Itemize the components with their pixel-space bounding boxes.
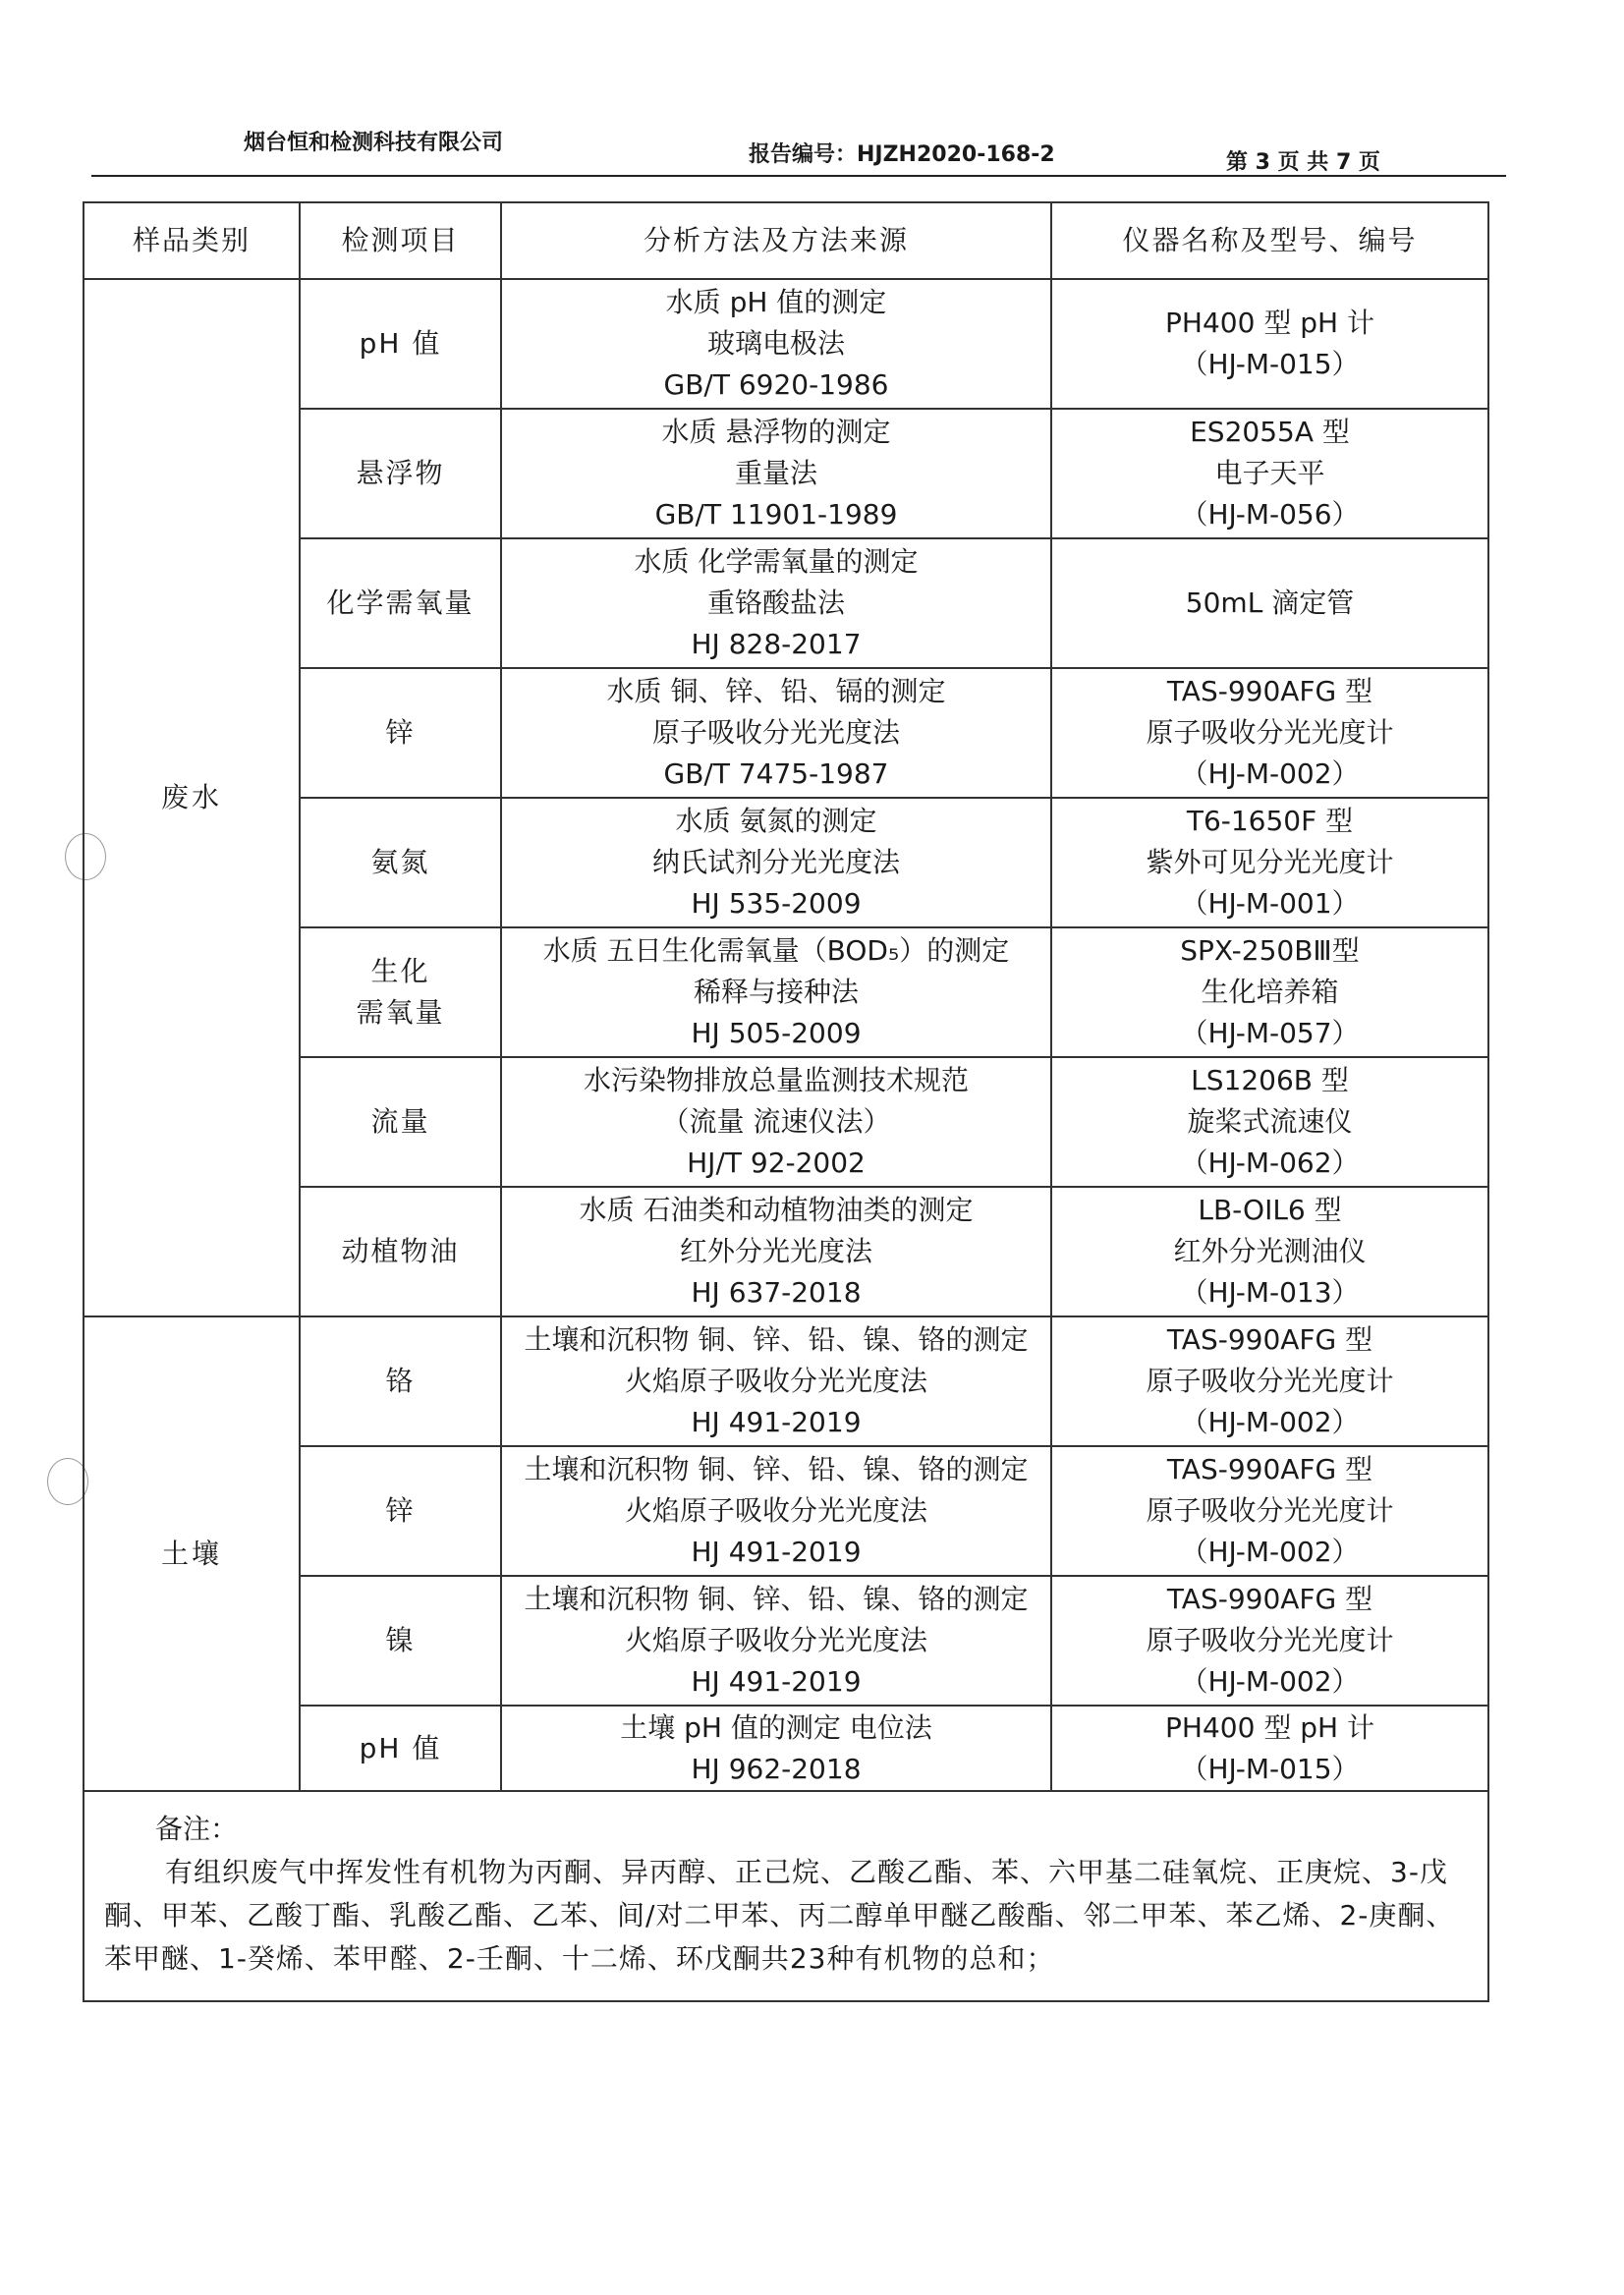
instrument-line: （HJ-M-001）	[1180, 887, 1360, 920]
instrument-line: 原子吸收分光光度计	[1146, 1624, 1394, 1656]
instrument-line: 紫外可见分光光度计	[1146, 846, 1394, 878]
method-line: 火焰原子吸收分光光度法	[624, 1624, 927, 1656]
instrument-line: （HJ-M-002）	[1180, 1536, 1360, 1568]
instrument-line: （HJ-M-013）	[1180, 1276, 1360, 1309]
test-item-line: 生化	[370, 955, 430, 987]
method-cell	[501, 279, 1051, 409]
method-line: HJ 505-2009	[691, 1017, 862, 1049]
instrument-line: TAS-990AFG 型	[1166, 675, 1373, 707]
instrument-line: （HJ-M-062）	[1180, 1147, 1360, 1179]
sample-category-cell: 废水	[84, 279, 300, 1316]
instrument-line: （HJ-M-015）	[1180, 1752, 1360, 1785]
instrument-line: T6-1650F 型	[1186, 805, 1354, 837]
table-row	[84, 1316, 1488, 1446]
test-item-line: 镍	[385, 1624, 416, 1656]
instrument-line: TAS-990AFG 型	[1166, 1583, 1373, 1615]
instrument-line: 原子吸收分光光度计	[1146, 1494, 1394, 1527]
page-header	[88, 124, 1464, 173]
instrument-line: TAS-990AFG 型	[1166, 1323, 1373, 1356]
instrument-cell	[1051, 798, 1488, 927]
notes-body: 有组织废气中挥发性有机物为丙酮、异丙醇、正己烷、乙酸乙酯、苯、六甲基二硅氧烷、正庚烷、3-戊酮、甲苯、乙酸丁酯、乳酸乙酯、乙苯、间/对二甲苯、丙二醇单甲醚乙酸酯、邻二甲苯、苯乙烯、2-庚酮、苯甲醚、1-癸烯、苯甲醛、2-壬酮、十二烯、环戊酮共23种有机物的总和；	[104, 1856, 1455, 1975]
page-number: 第 3 页 共 7 页	[1226, 150, 1380, 175]
method-line: 重铬酸盐法	[706, 587, 845, 619]
method-line: 土壤和沉积物 铜、锌、铅、镍、铬的测定	[524, 1583, 1029, 1615]
test-item-cell	[300, 1057, 501, 1187]
column-header: 分析方法及方法来源	[501, 202, 1051, 279]
notes-cell	[84, 1791, 1488, 2001]
instrument-cell	[1051, 927, 1488, 1057]
test-item-cell	[300, 538, 501, 668]
test-item-line: 需氧量	[356, 996, 445, 1029]
instrument-cell	[1051, 1706, 1488, 1791]
method-cell	[501, 538, 1051, 668]
method-cell	[501, 1187, 1051, 1316]
table-header-row	[84, 202, 1488, 279]
instrument-cell	[1051, 668, 1488, 798]
instrument-line: （HJ-M-002）	[1180, 757, 1360, 790]
table-row	[84, 279, 1488, 409]
method-line: 土壤 pH 值的测定 电位法	[620, 1710, 932, 1744]
test-item-line: 悬浮物	[356, 457, 445, 489]
instrument-cell	[1051, 279, 1488, 409]
instrument-line: 电子天平	[1214, 457, 1325, 489]
instrument-cell	[1051, 1316, 1488, 1446]
method-line: GB/T 6920-1986	[663, 368, 889, 401]
method-line: HJ 637-2018	[691, 1276, 862, 1309]
instrument-line: 生化培养箱	[1201, 976, 1339, 1008]
method-line: HJ 535-2009	[691, 887, 862, 920]
test-item-cell	[300, 279, 501, 409]
method-cell	[501, 1576, 1051, 1706]
instrument-line: （HJ-M-002）	[1180, 1665, 1360, 1698]
method-line: 土壤和沉积物 铜、锌、铅、镍、铬的测定	[524, 1323, 1029, 1356]
method-line: HJ 962-2018	[691, 1752, 862, 1785]
test-item-line: pH 值	[359, 1731, 442, 1764]
method-line: 原子吸收分光光度法	[651, 716, 900, 749]
test-item-line: 流量	[370, 1105, 430, 1138]
report-number: 报告编号：HJZH2020-168-2	[749, 142, 1055, 167]
header-rule	[91, 175, 1506, 177]
method-table	[83, 201, 1489, 2002]
notes-row	[84, 1791, 1488, 2001]
method-line: 红外分光光度法	[679, 1235, 872, 1267]
instrument-line: 原子吸收分光光度计	[1146, 1365, 1394, 1397]
method-cell	[501, 1446, 1051, 1576]
test-item-cell	[300, 798, 501, 927]
method-line: 水质 化学需氧量的测定	[634, 545, 919, 578]
method-line: 水污染物排放总量监测技术规范	[583, 1064, 969, 1096]
table-body	[84, 279, 1488, 1791]
method-cell	[501, 668, 1051, 798]
method-cell	[501, 1057, 1051, 1187]
method-line: 水质 pH 值的测定	[665, 286, 887, 318]
method-line: 玻璃电极法	[706, 327, 845, 360]
method-line: GB/T 11901-1989	[654, 498, 898, 531]
instrument-cell	[1051, 409, 1488, 538]
instrument-line: TAS-990AFG 型	[1166, 1453, 1373, 1485]
test-item-line: pH 值	[359, 327, 442, 360]
method-line: 火焰原子吸收分光光度法	[624, 1494, 927, 1527]
test-item-cell	[300, 1316, 501, 1446]
method-line: 稀释与接种法	[693, 976, 859, 1008]
method-line: HJ 491-2019	[691, 1536, 862, 1568]
instrument-line: （HJ-M-056）	[1180, 498, 1360, 531]
instrument-line: 50mL 滴定管	[1185, 587, 1355, 619]
method-line: 水质 石油类和动植物油类的测定	[579, 1194, 974, 1226]
test-item-line: 铬	[385, 1365, 416, 1397]
method-line: （流量 流速仪法）	[661, 1105, 891, 1138]
instrument-line: LB-OIL6 型	[1198, 1194, 1342, 1226]
test-item-line: 锌	[385, 1494, 416, 1527]
instrument-cell	[1051, 1446, 1488, 1576]
instrument-line: 旋桨式流速仪	[1187, 1105, 1353, 1138]
method-line: HJ 828-2017	[691, 628, 862, 660]
test-item-line: 动植物油	[341, 1235, 460, 1267]
instrument-cell	[1051, 1576, 1488, 1706]
method-line: 水质 铜、锌、铅、镉的测定	[606, 675, 946, 707]
instrument-cell	[1051, 538, 1488, 668]
column-header: 仪器名称及型号、编号	[1051, 202, 1488, 279]
method-line: 土壤和沉积物 铜、锌、铅、镍、铬的测定	[524, 1453, 1029, 1485]
sample-category-cell: 土壤	[84, 1316, 300, 1791]
instrument-line: LS1206B 型	[1191, 1064, 1349, 1096]
instrument-line: SPX-250BⅢ型	[1180, 934, 1360, 967]
test-item-cell	[300, 927, 501, 1057]
test-item-cell	[300, 1446, 501, 1576]
method-line: 纳氏试剂分光光度法	[651, 846, 900, 878]
method-cell	[501, 409, 1051, 538]
instrument-line: PH400 型 pH 计	[1165, 1710, 1374, 1744]
test-item-cell	[300, 1187, 501, 1316]
test-item-line: 氨氮	[370, 846, 430, 878]
test-item-line: 锌	[385, 716, 416, 749]
instrument-cell	[1051, 1187, 1488, 1316]
instrument-line: （HJ-M-057）	[1180, 1017, 1360, 1049]
instrument-line: ES2055A 型	[1190, 416, 1350, 448]
company-name: 烟台恒和检测科技有限公司	[244, 131, 504, 155]
method-line: 水质 悬浮物的测定	[661, 416, 891, 448]
instrument-cell	[1051, 1057, 1488, 1187]
test-item-cell	[300, 409, 501, 538]
method-cell	[501, 1316, 1051, 1446]
test-item-line: 化学需氧量	[326, 587, 475, 619]
instrument-line: 红外分光测油仪	[1173, 1235, 1367, 1267]
instrument-line: （HJ-M-002）	[1180, 1406, 1360, 1438]
column-header: 检测项目	[300, 202, 501, 279]
column-header: 样品类别	[84, 202, 300, 279]
instrument-line: 原子吸收分光光度计	[1146, 716, 1394, 749]
method-cell	[501, 1706, 1051, 1791]
instrument-line: （HJ-M-015）	[1180, 348, 1360, 380]
method-line: HJ/T 92-2002	[687, 1147, 866, 1179]
test-item-cell	[300, 1706, 501, 1791]
test-item-cell	[300, 1576, 501, 1706]
notes-title: 备注：	[155, 1813, 239, 1845]
method-line: 火焰原子吸收分光光度法	[624, 1365, 927, 1397]
method-line: GB/T 7475-1987	[663, 757, 889, 790]
method-line: 水质 五日生化需氧量（BOD₅）的测定	[542, 934, 1010, 967]
method-line: HJ 491-2019	[691, 1406, 862, 1438]
method-line: 重量法	[734, 457, 817, 489]
method-line: 水质 氨氮的测定	[675, 805, 877, 837]
method-line: HJ 491-2019	[691, 1665, 862, 1698]
method-cell	[501, 798, 1051, 927]
instrument-line: PH400 型 pH 计	[1165, 307, 1374, 339]
method-cell	[501, 927, 1051, 1057]
test-item-cell	[300, 668, 501, 798]
